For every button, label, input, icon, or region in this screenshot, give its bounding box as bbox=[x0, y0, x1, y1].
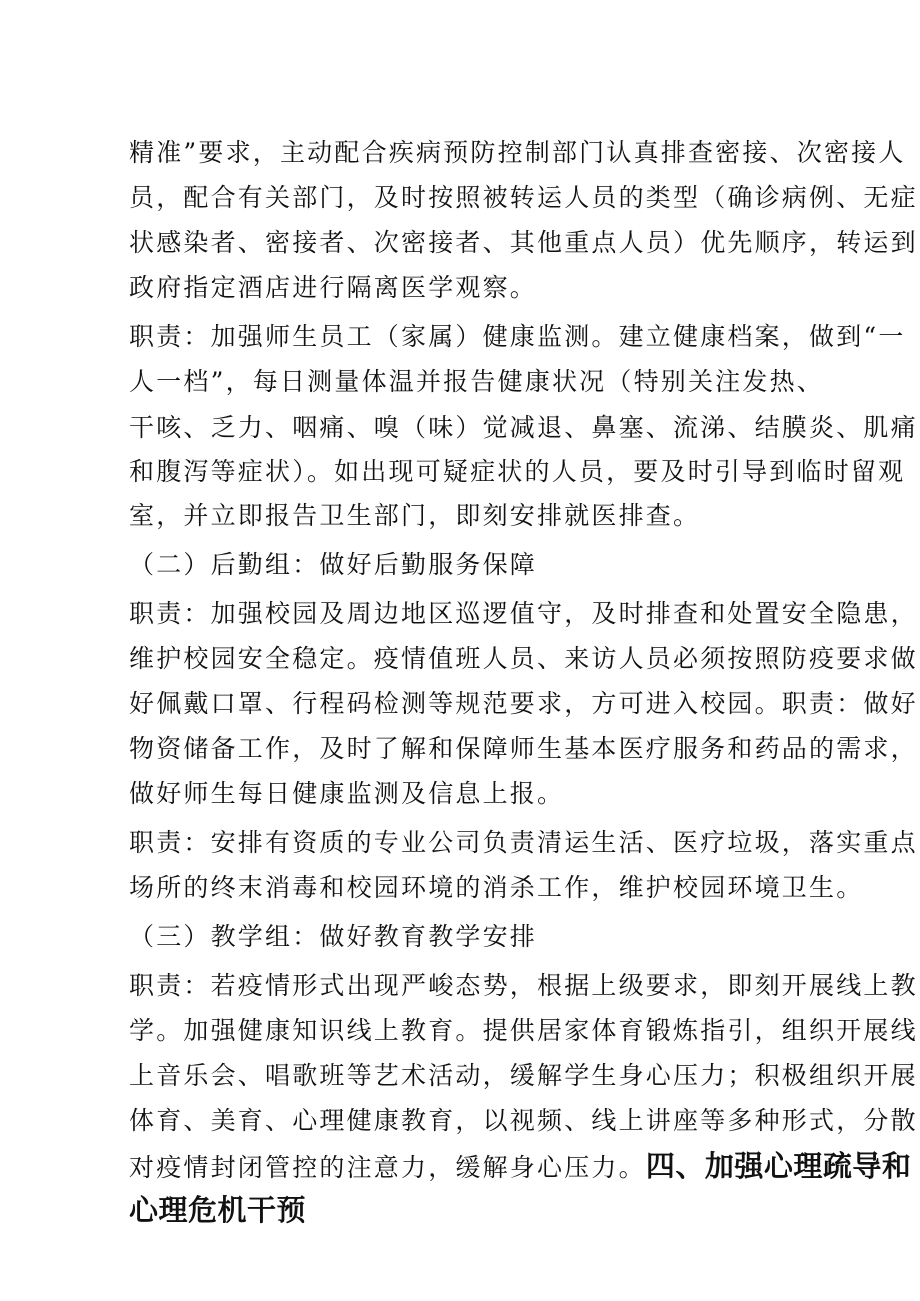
paragraph-line: 精准”要求，主动配合疾病预防控制部门认真排查密接、次密接人 bbox=[129, 138, 906, 167]
section-heading: （二）后勤组：做好后勤服务保障 bbox=[129, 550, 538, 579]
paragraph-line: 干咳、乏力、咽痛、嗅（味）觉减退、鼻塞、流涕、结膜炎、肌痛 bbox=[129, 413, 918, 442]
paragraph-line: 员，配合有关部门，及时按照被转运人员的类型（确诊病例、无症 bbox=[129, 183, 918, 212]
paragraph-line: 维护校园安全稳定。疫情值班人员、来访人员必须按照防疫要求做 bbox=[129, 644, 918, 673]
paragraph-line-with-heading bbox=[129, 1149, 911, 1185]
paragraph-line: 场所的终末消毒和校园环境的消杀工作，维护校园环境卫生。 bbox=[129, 873, 864, 902]
paragraph-line: 学。加强健康知识线上教育。提供居家体育锻炼指引，组织开展线 bbox=[129, 1016, 918, 1045]
paragraph-line: 职责：加强师生员工（家属）健康监测。建立健康档案，做到“一 bbox=[129, 322, 906, 351]
paragraph-line: 人一档”，每日测量体温并报告健康状况（特别关注发热、 bbox=[129, 367, 824, 396]
paragraph-line: 对疫情封闭管控的注意力，缓解身心压力。 bbox=[129, 1153, 646, 1182]
paragraph-line: 职责：加强校园及周边地区巡逻值守，及时排查和处置安全隐患， bbox=[129, 599, 918, 628]
paragraph-line: 状感染者、密接者、次密接者、其他重点人员）优先顺序，转运到 bbox=[129, 228, 918, 257]
paragraph-line: 体育、美育、心理健康教育，以视频、线上讲座等多种形式，分散 bbox=[129, 1106, 918, 1135]
paragraph-line: 职责：若疫情形式出现严峻态势，根据上级要求，即刻开展线上教 bbox=[129, 971, 918, 1000]
paragraph-line: 职责：安排有资质的专业公司负责清运生活、医疗垃圾，落实重点 bbox=[129, 828, 918, 857]
paragraph-line: 室，并立即报告卫生部门，即刻安排就医排查。 bbox=[129, 501, 701, 530]
paragraph-line: 政府指定酒店进行隔离医学观察。 bbox=[129, 273, 538, 302]
chapter-heading-continued: 心理危机干预 bbox=[129, 1193, 307, 1227]
section-heading: （三）教学组：做好教育教学安排 bbox=[129, 922, 538, 951]
paragraph-line: 做好师生每日健康监测及信息上报。 bbox=[129, 779, 565, 808]
chapter-heading: 四、加强心理疏导和 bbox=[645, 1149, 912, 1183]
paragraph-line: 好佩戴口罩、行程码检测等规范要求，方可进入校园。职责：做好 bbox=[129, 689, 918, 718]
paragraph-line: 上音乐会、唱歌班等艺术活动，缓解学生身心压力；积极组织开展 bbox=[129, 1061, 918, 1090]
paragraph-line: 物资储备工作，及时了解和保障师生基本医疗服务和药品的需求， bbox=[129, 734, 918, 763]
paragraph-line: 和腹泻等症状）。如出现可疑症状的人员，要及时引导到临时留观 bbox=[129, 457, 906, 486]
